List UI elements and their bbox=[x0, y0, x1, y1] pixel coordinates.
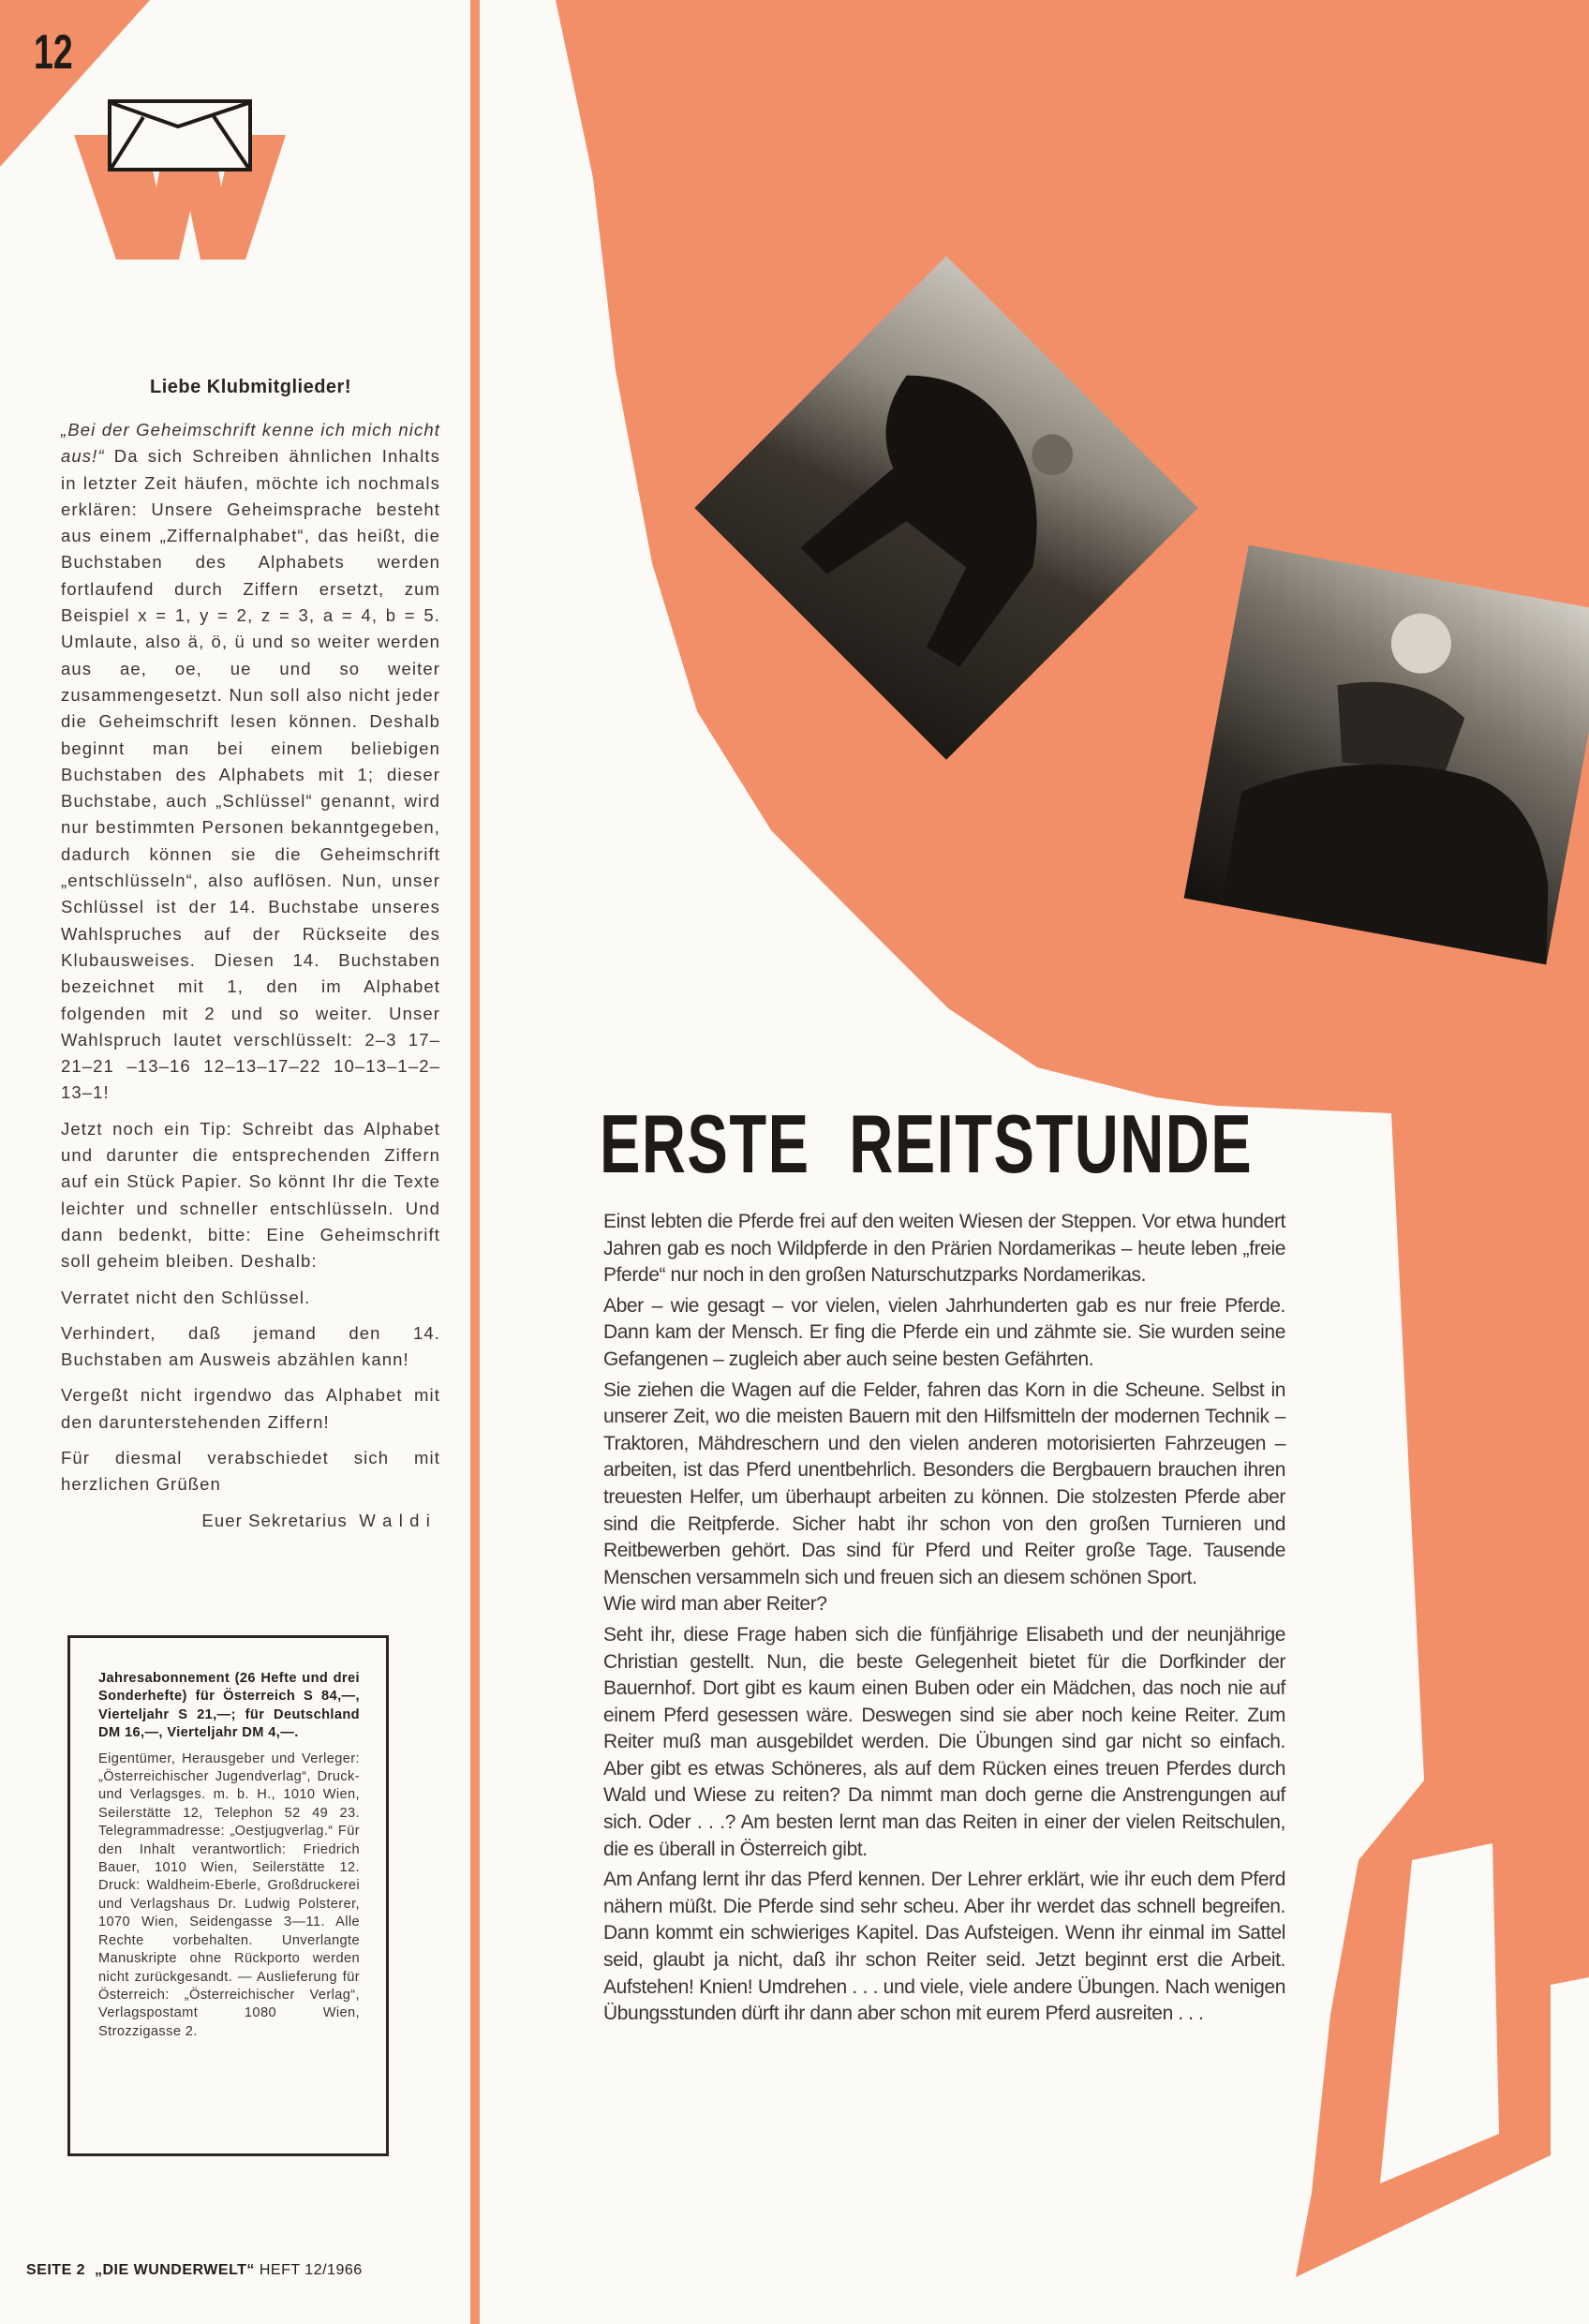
letter-rule: Verratet nicht den Schlüssel. bbox=[61, 1287, 311, 1307]
page-badge-number: 12 bbox=[34, 25, 73, 80]
article-paragraph: Am Anfang lernt ihr das Pferd kennen. Der Lehrer erklärt, wie ihr euch dem Pferd nähern müßt. Die Pferde sind sehr scheu. Aber ihr werdet das schnell begreifen. Dann kommt ein schwieriges Kapitel. Das Aufsteigen. Wenn ihr einmal im Sattel seid, glaubt ja nicht, daß ihr schon Reiter seid. Jetzt beginnt erst die Arbeit. Aufstehen! Knien! Umdrehen . . . und viele, viele andere Übungen. Nach wenigen Übungsstunden dürft ihr dann aber schon mit eurem Pferd ausreiten . . . bbox=[603, 1869, 1285, 2025]
article-paragraph: Sie ziehen die Wagen auf die Felder, fahren das Korn in die Scheune. Selbst in unserer Zeit, wo die meisten Bauern mit den Hilfsmitteln der modernen Technik – Traktoren, Mähdreschern und den vielen anderen motorisierten Fahrzeugen – arbeiten, ist das Pferd unentbehrlich. Besonders die Bergbauern brauchen ihren treuesten Helfer, um überhaupt arbeiten zu können. Die stolzesten Pferde aber sind die Reitpferde. Sicher habt ihr schon von den großen Turnieren und Reitbewerben gehört. Das sind für Pferd und Reiter große Tage. Tausende Menschen versammeln sich und freuen sich an diesem schönen Sport. bbox=[603, 1378, 1285, 1588]
page-footer bbox=[26, 2262, 363, 2279]
letter-signature: Euer Sekretarius W a l d i bbox=[201, 1510, 431, 1530]
letter-rule: Vergeßt nicht irgendwo das Alphabet mit den darunterstehenden Ziffern! bbox=[61, 1385, 440, 1432]
horse-and-rider-silhouette bbox=[1184, 545, 1589, 965]
article-paragraph: Wie wird man aber Reiter? bbox=[603, 1593, 827, 1616]
letter-quote: „Bei der Geheimschrift kenne ich mich nicht aus!“ bbox=[61, 420, 440, 467]
article-body bbox=[603, 1209, 1285, 2032]
letter-body bbox=[61, 417, 440, 1543]
column-divider bbox=[470, 0, 480, 2324]
footer-magazine: „DIE WUNDERWELT“ bbox=[94, 2262, 255, 2278]
photo-girl-on-horse bbox=[1184, 545, 1589, 965]
subscription-info: Jahresabonnement (26 Hefte und drei Sonderhefte) für Österreich S 84,—, Vierteljahr S 21,—; für Deutschland DM 16,—, Vierteljahr DM 4,—. bbox=[98, 1671, 360, 1741]
imprint-box bbox=[67, 1635, 389, 2156]
letter-rule: Verhindert, daß jemand den 14. Buchstaben am Ausweis abzählen kann! bbox=[61, 1322, 440, 1370]
article-paragraph: Seht ihr, diese Frage haben sich die fünfjährige Elisabeth und der neunjährige Christian gestellt. Nun, die beste Gelegenheit bietet für die Dorfkinder der Bauernhof. Dort gibt es kaum einen Buben oder ein Mädchen, das noch nie auf einem Pferd gesessen wäre. Deswegen sind sie aber noch keine Reiter. Zum Reiter muß man ausgebildet werden. Die Übungen sind gar nicht so einfach. Aber gibt es etwas Schöneres, als auf dem Rücken eines treuen Pferdes durch Wald und Wiese zu reiten? Da nimmt man doch gerne die Anstrengungen auf sich. Oder . . .? Am besten lernt man das Reiten in einer der vielen Reitschulen, die es überall in Österreich gibt. bbox=[603, 1623, 1285, 1860]
letter-paragraph bbox=[61, 417, 440, 1107]
footer-issue: HEFT 12/1966 bbox=[259, 2262, 363, 2278]
letter-greeting: Liebe Klubmitglieder! bbox=[150, 377, 351, 397]
letter-text: Da sich Schreiben ähnlichen Inhalts in letzter Zeit häufen, möchte ich nochmals erklären: Unsere Geheimsprache besteht aus einem „Ziffernalphabet“, das heißt, die Buchstaben des Alphabets werden fortlaufend durch Ziffern ersetzt, zum Beispiel x = 1, y = 2, z = 3, a = 4, b = 5. Umlaute, also ä, ö, ü und so weiter werden aus ae, oe, ue und so weiter zusammengesetzt. Nun soll also nicht jeder die Geheimschrift lesen können. Deshalb beginnt man bei einem beliebigen Buchstaben des Alphabets mit 1; dieser Buchstabe, auch „Schlüssel“ genannt, wird nur bestimmten Personen bekanntgegeben, dadurch können sie die Geheimschrift „entschlüsseln“, also auflösen. Nun, unser Schlüssel ist der 14. Buchstabe unseres Wahlspruches auf der Rückseite des Klubausweises. Diesen 14. Buchstaben bezeichnet mit 1, den im Alphabet folgenden mit 2 und so weiter. Unser Wahlspruch lautet verschlüsselt: 2–3 17–21–21 –13–16 12–13–17–22 10–13–1–2–13–1! bbox=[61, 446, 440, 1103]
envelope-icon bbox=[110, 101, 250, 170]
letter-paragraph: Jetzt noch ein Tip: Schreibt das Alphabet und darunter die entsprechenden Ziffern auf ein Stück Papier. So könnt Ihr die Texte leichter und schneller entschlüsseln. Und dann bedenkt, bitte: Eine Geheimschrift soll geheim bleiben. Deshalb: bbox=[61, 1118, 440, 1272]
footer-page: SEITE 2 bbox=[26, 2262, 86, 2278]
article-paragraph: Aber – wie gesagt – vor vielen, vielen Jahrhunderten gab es nur freie Pferde. Dann kam der Mensch. Er fing die Pferde ein und zähmte sie. Sie wurden seine Gefangenen – zugleich aber auch seine besten Gefährten. bbox=[603, 1294, 1285, 1370]
article-paragraph: Einst lebten die Pferde frei auf den weiten Wiesen der Steppen. Vor etwa hundert Jahren gab es noch Wildpferde in den Prärien Nordamerikas – heute leben „freie Pferde“ nur noch in den großen Naturschutzparks Nordamerikas. bbox=[603, 1211, 1285, 1287]
letter-closing: Für diesmal verabschiedet sich mit herzlichen Grüßen bbox=[61, 1447, 440, 1495]
publisher-info: Eigentümer, Herausgeber und Verleger: „Österreichischer Jugendverlag“, Druck- und Verlagsges. m. b. H., 1010 Wien, Seilerstätte 12, Telephon 52 49 23. Telegrammadresse: „Oestjugverlag.“ Für den Inhalt verantwortlich: Friedrich Bauer, 1010 Wien, Seilerstätte 12. Druck: Waldheim-Eberle, Großdruckerei und Verlagshaus Dr. Ludwig Polsterer, 1070 Wien, Seidengasse 3—11. Alle Rechte vorbehalten. Unverlangte Manuskripte ohne Rückporto werden nicht zurückgesandt. — Auslieferung für Österreich: „Österreichischer Verlag“, Verlagspostamt 1080 Wien, Strozzigasse 2. bbox=[98, 1750, 360, 2039]
article-title: ERSTE REITSTUNDE bbox=[600, 1097, 1254, 1190]
